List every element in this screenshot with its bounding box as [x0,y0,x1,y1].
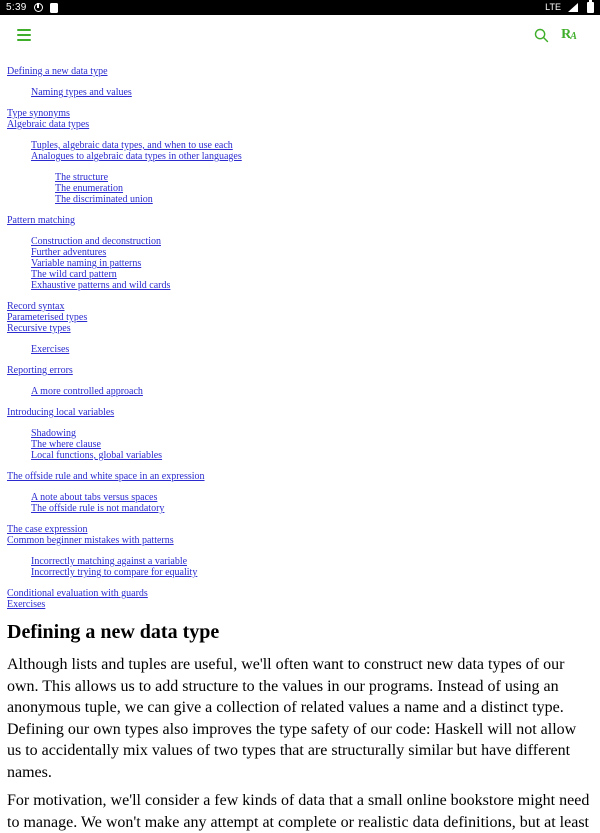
toc-group [7,471,593,482]
toc-group [7,407,593,418]
toc-link[interactable]: Construction and deconstruction [31,236,161,247]
toc-link[interactable]: Algebraic data types [7,119,90,130]
toc-link[interactable]: Pattern matching [7,215,76,226]
clock: 5:39 [6,2,27,13]
toc-group [7,66,593,77]
toc-link[interactable]: Conditional evaluation with guards [7,588,148,599]
toc-link[interactable]: Exercises [31,344,70,355]
toc-link[interactable]: Introducing local variables [7,407,115,418]
toc-link[interactable]: Reporting errors [7,365,73,376]
toc-group [7,492,593,514]
toc-link[interactable]: Shadowing [31,428,76,439]
network-type-label: LTE [545,2,561,12]
chapter-heading: Defining a new data type [7,621,220,643]
toc-link[interactable]: The structure [55,172,109,183]
menu-icon[interactable] [17,29,31,42]
toc-group [7,215,593,226]
toc-group [7,87,593,98]
body-paragraph: Although lists and tuples are useful, we'll often want to construct new data types of our own. This allows us to add structure to the values in our programs. Instead of using an anonymous tuple, we can give a collection of related values a name and a distinct type. Defining our own types also improves the type safety of our code: Haskell will not allow us to accidentally mix values of two types that are structurally similar but have different names. [7,656,577,781]
toc-link[interactable]: Analogues to algebraic data types in other languages [31,151,242,162]
toc-link[interactable]: The case expression [7,524,88,535]
body-paragraph: For motivation, we'll consider a few kinds of data that a small online bookstore might need to manage. We won't make any attempt at complete or realistic data definitions, but at least [7,792,590,831]
toc-link[interactable]: The enumeration [55,183,124,194]
font-settings-icon: R A [561,27,577,42]
search-icon [533,27,550,44]
toc-link[interactable]: The discriminated union [55,194,153,205]
toc-group [7,172,593,205]
toc-group [7,236,593,291]
table-of-contents [7,66,593,610]
toc-group [7,428,593,461]
toc-link[interactable]: Exhaustive patterns and wild cards [31,280,171,291]
toc-link[interactable]: Exercises [7,599,46,610]
toc-link[interactable]: Incorrectly trying to compare for equality [31,567,198,578]
toc-group [7,386,593,397]
notification-card-icon [50,3,58,13]
toc-link[interactable]: Incorrectly matching against a variable [31,556,188,567]
signal-triangle-icon [568,3,578,12]
toc-link[interactable]: Type synonyms [7,108,70,119]
toc-link[interactable]: The offside rule and white space in an expression [7,471,205,482]
toc-group [7,344,593,355]
toc-group [7,301,593,334]
reader-page [0,55,600,833]
toc-link[interactable]: Naming types and values [31,87,132,98]
toc-link[interactable]: The wild card pattern [31,269,117,280]
app-toolbar [0,15,600,55]
toc-link[interactable]: Further adventures [31,247,107,258]
toc-group [7,588,593,610]
toc-group [7,524,593,546]
toc-group [7,556,593,578]
toc-link[interactable]: Recursive types [7,323,71,334]
toc-link[interactable]: A note about tabs versus spaces [31,492,158,503]
toc-link[interactable]: A more controlled approach [31,386,143,397]
toc-link[interactable]: Variable naming in patterns [31,258,142,269]
toc-link[interactable]: The offside rule is not mandatory [31,503,165,514]
toc-group [7,108,593,130]
toc-link[interactable]: Tuples, algebraic data types, and when to use each [31,140,233,151]
toc-link[interactable]: The where clause [31,439,101,450]
toc-link[interactable]: Parameterised types [7,312,88,323]
status-bar [0,0,600,15]
notification-circle-icon [34,3,43,12]
battery-icon [587,2,594,13]
toc-group [7,365,593,376]
font-settings-button[interactable] [555,21,583,49]
toc-link[interactable]: Record syntax [7,301,65,312]
search-button[interactable] [527,21,555,49]
toc-link[interactable]: Defining a new data type [7,66,108,77]
toc-link[interactable]: Common beginner mistakes with patterns [7,535,174,546]
toc-group [7,140,593,162]
toc-link[interactable]: Local functions, global variables [31,450,163,461]
